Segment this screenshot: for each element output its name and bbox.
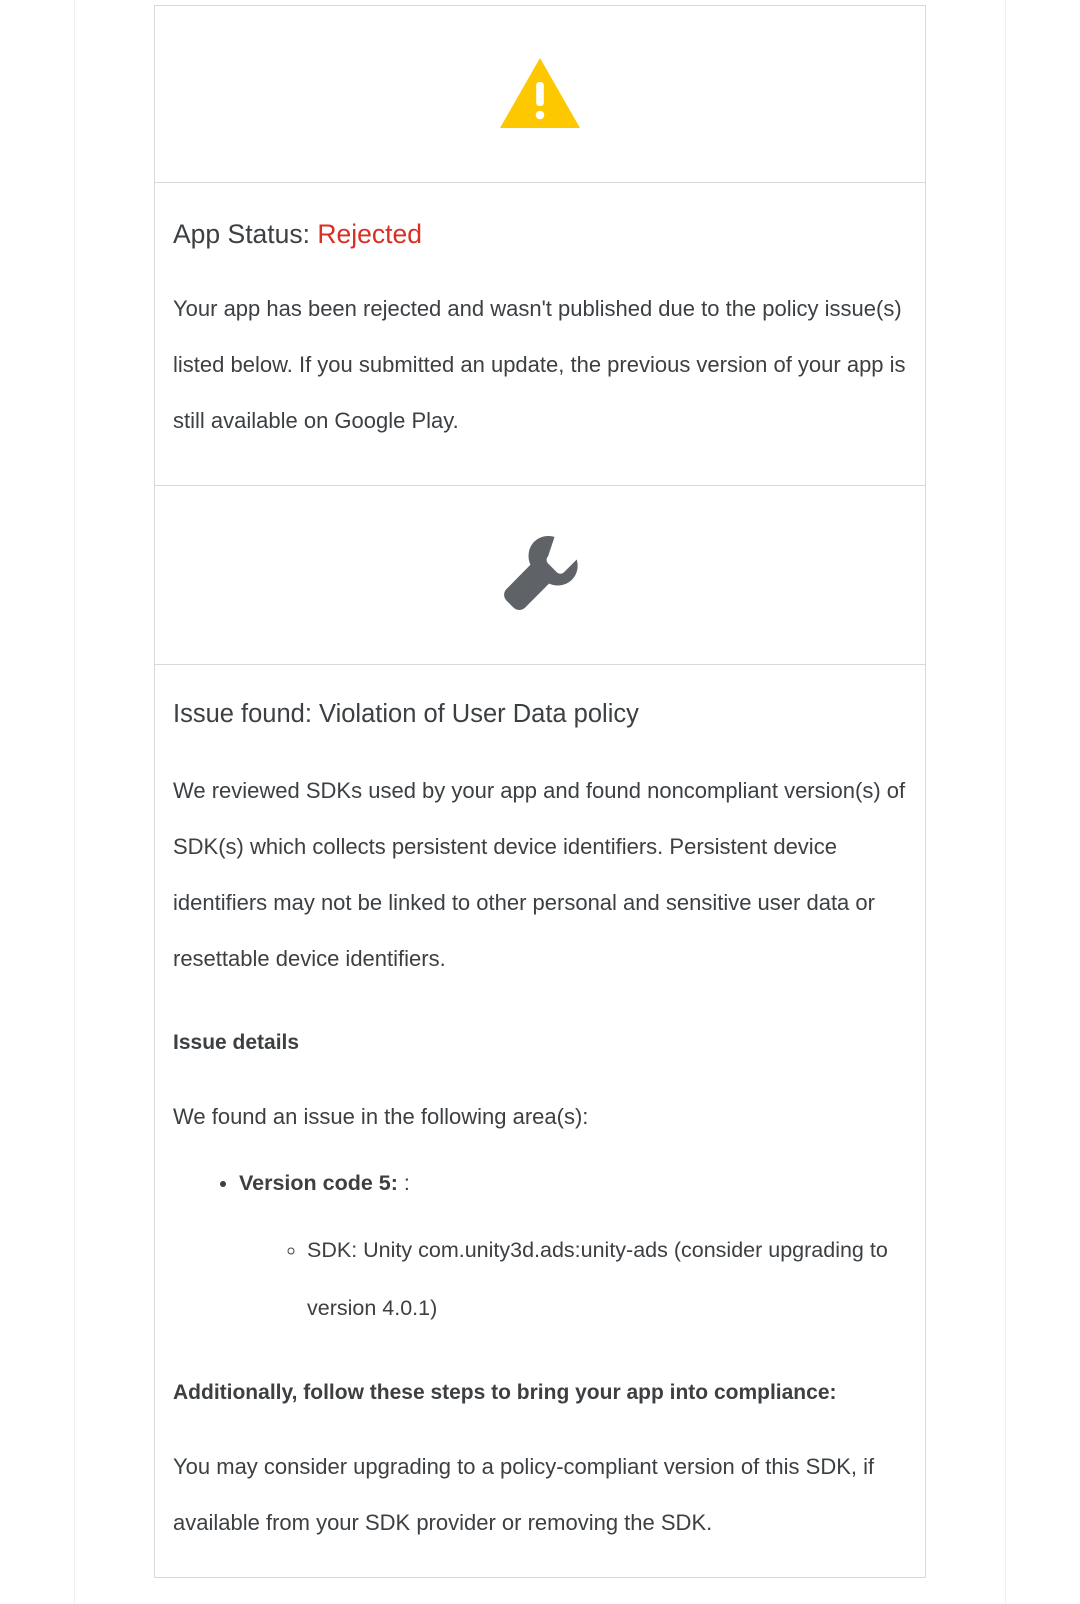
issue-details-lead: We found an issue in the following area(s): <box>173 1103 589 1129</box>
area-label: Version code 5: <box>239 1170 398 1195</box>
issue-details-heading: Issue details <box>173 1030 300 1054</box>
warning-icon-band <box>155 6 925 183</box>
area-suffix: : <box>403 1170 410 1195</box>
issue-section <box>155 665 925 1577</box>
app-status-value: Rejected <box>317 219 422 249</box>
intro-paragraph: Your app has been rejected and wasn't published due to the policy issue(s) listed below. If you submitted an update, the previous version of your app is still available on Google Play. <box>173 295 906 433</box>
issue-paragraph: We reviewed SDKs used by your app and found noncompliant version(s) of SDK(s) which collects persistent device identifiers. Persistent device identifiers may not be linked to other personal and sensitive user data or resettable device identifiers. <box>173 777 906 971</box>
policy-rejection-email-card <box>154 5 926 1578</box>
compliance-heading: Additionally, follow these steps to bring your app into compliance: <box>173 1380 837 1404</box>
wrench-icon-band <box>155 486 925 665</box>
wrench-icon <box>502 533 578 617</box>
list-item: ◦ SDK: Unity com.unity3d.ads:unity-ads (consider upgrading to version 4.0.1) <box>307 1221 907 1337</box>
list-item <box>239 1163 907 1337</box>
app-status-label: App Status: <box>173 219 311 249</box>
area-details-list <box>239 1221 907 1337</box>
compliance-paragraph: You may consider upgrading to a policy-compliant version of this SDK, if available from your SDK provider or removing the SDK. <box>173 1453 875 1535</box>
status-section <box>155 183 925 486</box>
app-status-heading <box>173 219 907 251</box>
warning-triangle-icon <box>498 56 582 132</box>
affected-areas-list <box>173 1163 907 1337</box>
issue-found-heading: Issue found: Violation of User Data policy <box>173 699 639 728</box>
